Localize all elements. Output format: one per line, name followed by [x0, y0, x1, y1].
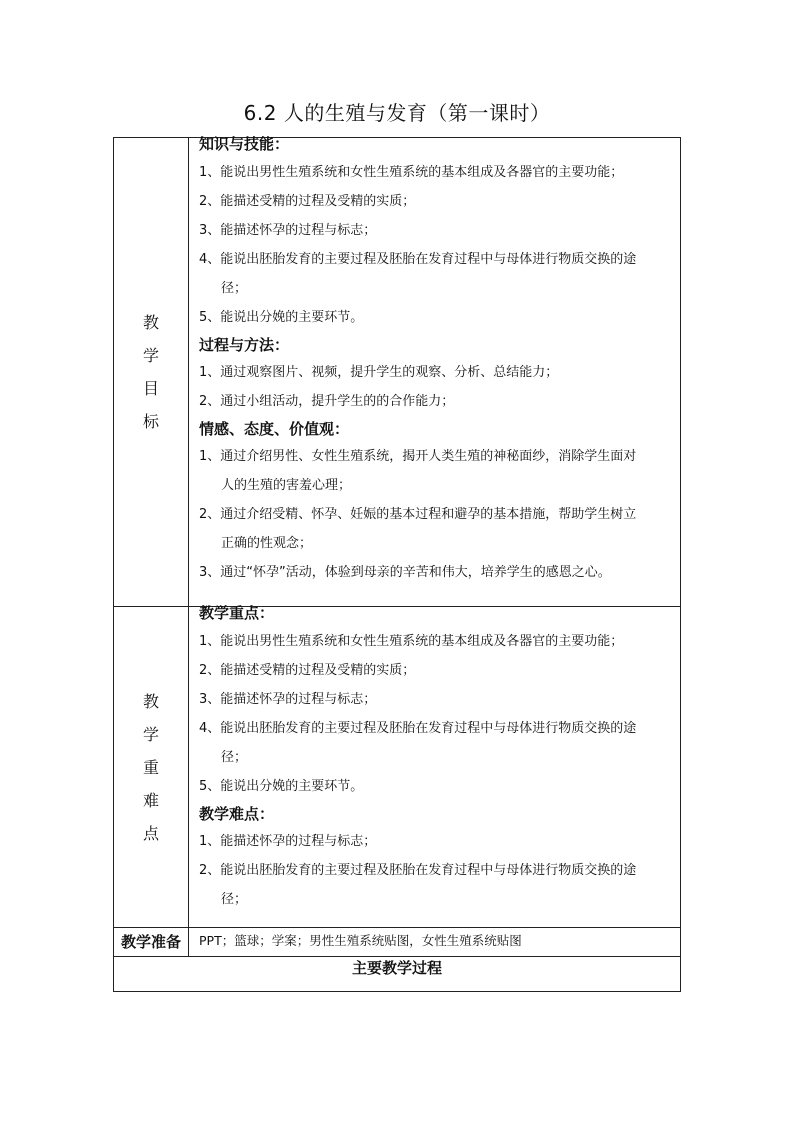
preparation-text: PPT；篮球；学案；男性生殖系统贴图，女性生殖系统贴图 — [189, 928, 681, 957]
item-text: 1、能说出男性生殖系统和女性生殖系统的基本组成及各器官的主要功能； — [199, 634, 624, 649]
process-row — [114, 957, 681, 992]
key-points-content — [189, 604, 681, 928]
item-text: 2、通过小组活动，提升学生的的合作能力； — [199, 394, 455, 409]
objectives-label-char: 教 — [142, 313, 159, 332]
list-item — [199, 827, 676, 856]
list-item — [199, 187, 676, 216]
item-text: 1、通过介绍男性、女性生殖系统，揭开人类生殖的神秘面纱，消除学生面对 — [199, 449, 637, 464]
key-points-label-char: 点 — [142, 823, 159, 843]
item-continuation: 径； — [221, 281, 248, 296]
preparation-row — [114, 928, 681, 957]
item-text: 2、能描述受精的过程及受精的实质； — [199, 663, 416, 678]
item-text: 5、能说出分娩的主要环节。 — [199, 310, 364, 325]
list-item — [199, 627, 676, 656]
objectives-content — [189, 135, 681, 607]
document-title: 6.2 人的生殖与发育（第一课时） — [243, 101, 551, 125]
list-item — [199, 442, 676, 500]
item-text: 1、能描述怀孕的过程与标志； — [199, 834, 377, 849]
item-text: 3、能描述怀孕的过程与标志； — [199, 692, 377, 707]
list-item — [199, 856, 676, 914]
list-item — [199, 500, 676, 558]
item-text: 2、能说出胚胎发育的主要过程及胚胎在发育过程中与母体进行物质交换的途 — [199, 863, 637, 878]
item-text: 5、能说出分娩的主要环节。 — [199, 779, 364, 794]
list-item — [199, 358, 676, 387]
list-item — [199, 772, 676, 801]
process-heading: 主要教学过程 — [114, 957, 681, 992]
section-heading: 知识与技能： — [199, 135, 290, 153]
objectives-label-char: 学 — [142, 346, 159, 365]
list-item — [199, 656, 676, 685]
preparation-label: 教学准备 — [114, 928, 189, 957]
list-item — [199, 245, 676, 303]
item-text: 4、能说出胚胎发育的主要过程及胚胎在发育过程中与母体进行物质交换的途 — [199, 721, 637, 736]
item-text: 3、能描述怀孕的过程与标志； — [199, 223, 377, 238]
section-heading: 情感、态度、价值观： — [199, 420, 350, 438]
item-text: 3、通过“怀孕”活动，体验到母亲的辛苦和伟大，培养学生的感恩之心。 — [199, 565, 611, 580]
list-item — [199, 387, 676, 416]
objectives-label-char: 目 — [142, 379, 159, 398]
objectives-label-char: 标 — [142, 412, 159, 431]
list-item — [199, 685, 676, 714]
objectives-row — [114, 138, 681, 607]
item-text: 2、通过介绍受精、怀孕、妊娠的基本过程和避孕的基本措施，帮助学生树立 — [199, 507, 637, 522]
item-text: 4、能说出胚胎发育的主要过程及胚胎在发育过程中与母体进行物质交换的途 — [199, 252, 637, 267]
list-item — [199, 558, 676, 587]
item-continuation: 径； — [221, 750, 248, 765]
key-points-label-char: 学 — [142, 724, 159, 744]
key-points-row — [114, 607, 681, 928]
lesson-plan-table — [113, 137, 681, 992]
list-item — [199, 714, 676, 772]
objectives-label — [114, 138, 189, 607]
item-text: 1、通过观察图片、视频，提升学生的观察、分析、总结能力； — [199, 365, 559, 380]
key-points-label-char: 重 — [142, 757, 159, 777]
item-continuation: 径； — [221, 892, 248, 907]
list-item — [199, 158, 676, 187]
list-item — [199, 216, 676, 245]
section-heading: 教学难点： — [199, 805, 275, 823]
item-text: 1、能说出男性生殖系统和女性生殖系统的基本组成及各器官的主要功能； — [199, 165, 624, 180]
key-points-label-char: 难 — [142, 790, 159, 810]
list-item — [199, 303, 676, 332]
section-heading: 教学重点： — [199, 604, 275, 622]
item-continuation: 人的生殖的害羞心理； — [221, 478, 352, 493]
item-continuation: 正确的性观念； — [221, 536, 313, 551]
key-points-label — [114, 607, 189, 928]
item-text: 2、能描述受精的过程及受精的实质； — [199, 194, 416, 209]
section-heading: 过程与方法： — [199, 336, 290, 354]
key-points-label-char: 教 — [142, 691, 159, 711]
